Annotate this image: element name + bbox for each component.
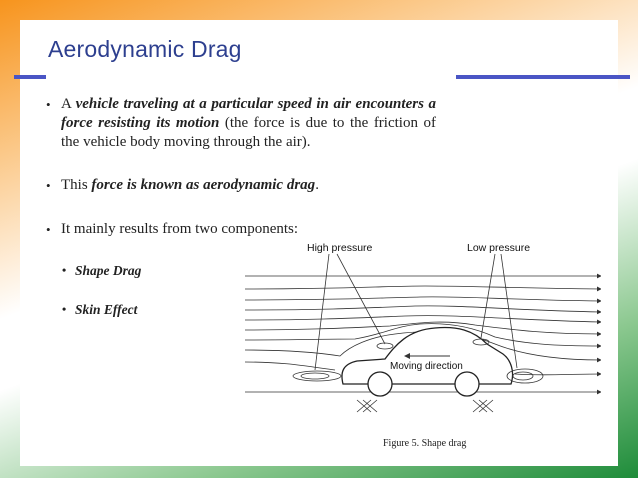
figure-caption: Figure 5. Shape drag — [383, 438, 467, 449]
streamline — [245, 362, 335, 370]
shape-drag-figure — [245, 242, 601, 452]
bullet-part-emphasis: vehicle traveling at a particular speed in air encounters a force resisting its motion — [61, 96, 436, 131]
bullet-text: It mainly results from two components: — [61, 221, 299, 237]
bullet-dot: • — [62, 302, 67, 316]
streamline — [245, 316, 601, 322]
streamline — [515, 374, 601, 375]
title-rule-left — [14, 75, 46, 79]
ground-marks — [357, 400, 493, 412]
bullet-part: . — [315, 177, 319, 193]
sub-bullet-text: Shape Drag — [75, 263, 142, 278]
bullet-text — [46, 176, 436, 195]
high-pressure-label: High pressure — [307, 242, 373, 254]
moving-direction-label: Moving direction — [390, 361, 463, 372]
streamline — [245, 306, 601, 312]
bullet-text — [46, 95, 436, 152]
wheel — [368, 372, 392, 396]
streamline — [245, 286, 601, 289]
bullet-dot: • — [62, 263, 67, 277]
sub-bullet-text: Skin Effect — [75, 302, 138, 317]
bullet-dot: • — [46, 222, 51, 237]
streamline — [245, 297, 601, 301]
bullet-part: (the force is due to the friction of the vehicle body moving through the air). — [61, 115, 436, 150]
bullet-part: A — [61, 96, 76, 112]
bullet-item — [46, 95, 436, 152]
slide-title: Aerodynamic Drag — [48, 36, 242, 62]
wheel — [455, 372, 479, 396]
bullet-dot: • — [46, 178, 51, 193]
bullet-dot: • — [46, 97, 51, 112]
airflow-diagram — [245, 242, 601, 452]
sub-bullet-shape-drag — [62, 263, 141, 279]
low-pressure-label: Low pressure — [467, 242, 531, 254]
bullet-item — [46, 220, 436, 239]
sub-bullet-skin-effect — [62, 302, 137, 318]
title-rule-right — [456, 75, 630, 79]
bullet-item — [46, 176, 436, 195]
slide — [20, 20, 618, 466]
bullet-part: This — [61, 177, 92, 193]
bullet-part-emphasis: force is known as aerodynamic drag — [91, 177, 316, 193]
